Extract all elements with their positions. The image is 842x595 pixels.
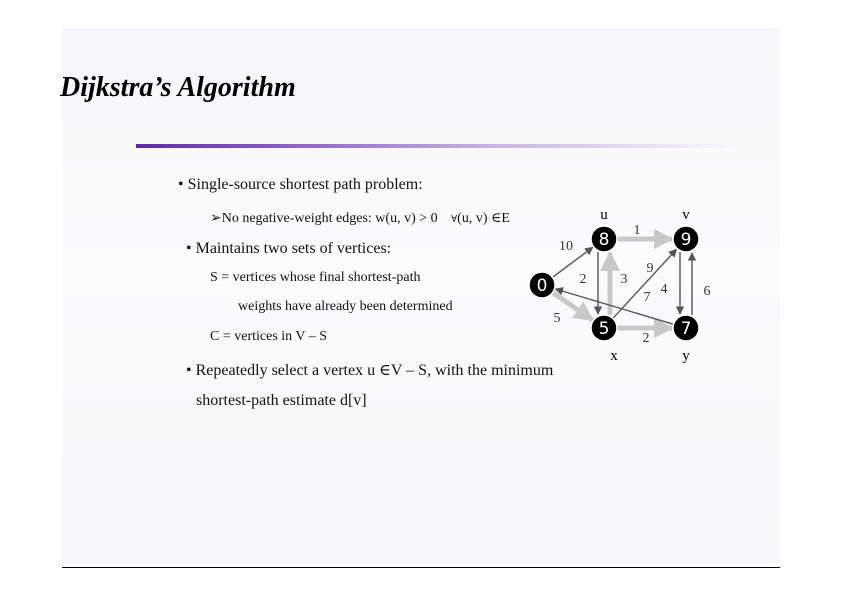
vertex-name-y: y (682, 348, 690, 364)
negative-weights-text: ➢No negative-weight edges: w(u, v) > 0 (210, 211, 438, 226)
vertex-name-v: v (682, 207, 690, 223)
node-value-u: 8 (598, 230, 610, 250)
vertex-name-x: x (610, 348, 618, 364)
edge-weight-y-s: 7 (643, 290, 651, 305)
edge-weight-u-x: 2 (579, 272, 587, 287)
node-value-x: 5 (598, 319, 610, 339)
footer-rule (62, 567, 780, 568)
forall-text: (u, v) ∈E (457, 211, 510, 226)
edge-weight-x-u: 3 (620, 272, 628, 287)
bullet-repeat-line2: shortest-path estimate d[v] (196, 392, 367, 409)
node-value-v: 9 (680, 230, 692, 250)
set-s-line1: S = vertices whose final shortest-path (210, 270, 421, 285)
bullet-repeat-line1: • Repeatedly select a vertex u ∈V – S, with the minimum (186, 362, 554, 379)
edge-weight-x-y: 2 (642, 331, 650, 346)
edge-weight-x-v: 9 (646, 261, 654, 276)
node-value-y: 7 (680, 319, 692, 339)
bullet-problem: • Single-source shortest path problem: (178, 176, 423, 193)
edge-weight-u-v: 1 (633, 223, 641, 238)
set-c-line: C = vertices in V – S (210, 329, 328, 344)
edge-weight-s-x: 5 (553, 311, 561, 326)
edge-weight-s-u: 10 (559, 239, 573, 254)
node-value-s: 0 (536, 276, 548, 296)
set-s-line2: weights have already been determined (238, 299, 453, 314)
forall-icon: ∀ (451, 214, 458, 225)
slide-title: Dijkstra’s Algorithm (60, 72, 296, 103)
bullet-maintains: • Maintains two sets of vertices: (186, 240, 392, 257)
edge-weight-v-y: 4 (660, 282, 668, 297)
edge-weight-y-v: 6 (703, 284, 711, 299)
vertex-name-u: u (600, 207, 608, 223)
